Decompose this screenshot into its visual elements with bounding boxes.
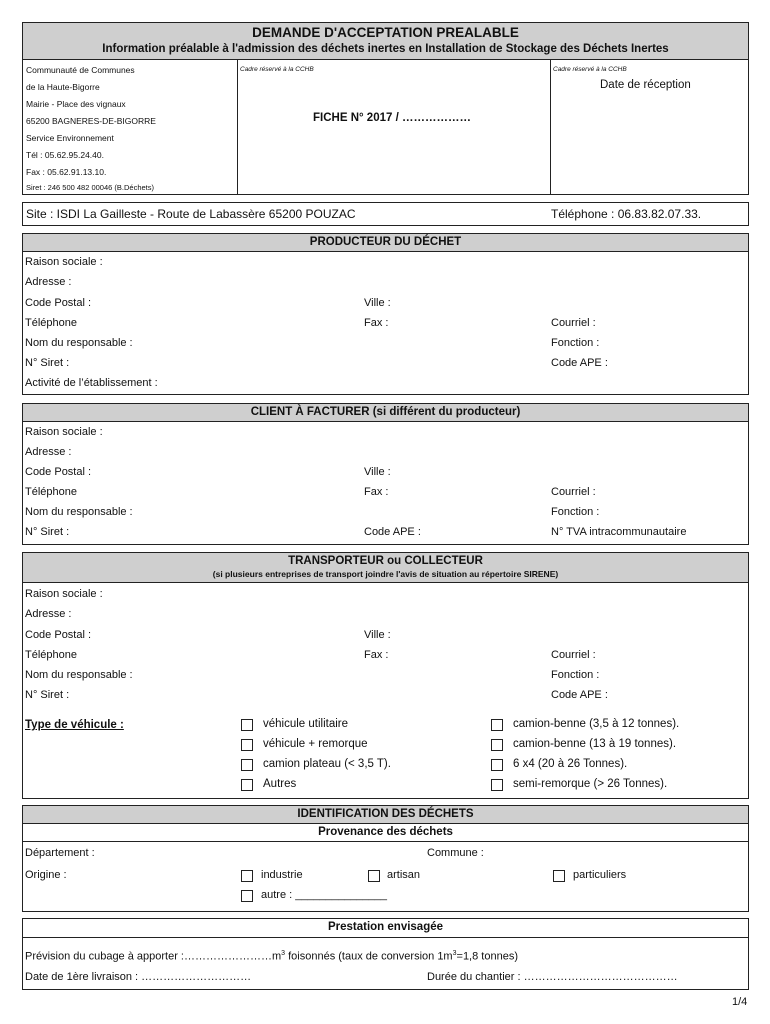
transporteur-header <box>23 553 748 583</box>
adresse-label: Adresse : <box>25 276 72 288</box>
identification-section <box>22 805 749 912</box>
reserved-label-1: Cadre réservé à la CCHB <box>240 66 314 73</box>
fax-label: Fax : <box>364 317 389 329</box>
origine-particuliers-checkbox[interactable] <box>553 870 565 882</box>
site-label: Site : ISDI La Gailleste - Route de Labassère 65200 POUZAC <box>26 207 356 221</box>
raison-sociale-label: Raison sociale : <box>25 588 103 600</box>
prevision-cubage <box>25 947 518 964</box>
transporteur-section <box>22 552 749 799</box>
duree-chantier-label: Durée du chantier : …………………………………… <box>427 971 678 983</box>
siret-label: N° Siret : <box>25 357 70 369</box>
code-postal-label: Code Postal : <box>25 297 92 309</box>
fonction-label: Fonction : <box>551 506 600 518</box>
fonction-label: Fonction : <box>551 669 600 681</box>
fonction-label: Fonction : <box>551 337 600 349</box>
origine-artisan-label: artisan <box>387 869 421 881</box>
ville-label: Ville : <box>364 297 391 309</box>
prestation-section <box>22 918 749 990</box>
vehicle-option-label: véhicule + remorque <box>263 738 368 750</box>
siret-label: N° Siret : <box>25 689 70 701</box>
vehicle-checkbox[interactable] <box>491 759 503 771</box>
ville-label: Ville : <box>364 466 391 478</box>
code-ape-label: Code APE : <box>551 689 608 701</box>
address-line: Service Environnement <box>26 133 114 143</box>
vehicle-checkbox[interactable] <box>241 779 253 791</box>
address-line: Communauté de Communes <box>26 65 135 75</box>
code-ape-label: Code APE : <box>551 357 608 369</box>
courriel-label: Courriel : <box>551 486 596 498</box>
vehicle-checkbox[interactable] <box>491 739 503 751</box>
reception-date-label: Date de réception <box>600 79 691 91</box>
raison-sociale-label: Raison sociale : <box>25 256 103 268</box>
adresse-label: Adresse : <box>25 446 72 458</box>
origine-autre-label: autre : _______________ <box>261 889 388 901</box>
address-line: de la Haute-Bigorre <box>26 82 100 92</box>
address-line: 65200 BAGNERES-DE-BIGORRE <box>26 116 156 126</box>
transporteur-title: TRANSPORTEUR ou COLLECTEUR <box>288 555 483 567</box>
departement-label: Département : <box>25 847 95 859</box>
site-phone: Téléphone : 06.83.82.07.33. <box>551 207 702 221</box>
vehicle-option-label: 6 x4 (20 à 26 Tonnes). <box>513 758 628 770</box>
address-line: Mairie - Place des vignaux <box>26 99 126 109</box>
transporteur-subtitle: (si plusieurs entreprises de transport joindre l'avis de situation au répertoire SIRENE) <box>212 569 559 579</box>
page-title: DEMANDE D'ACCEPTATION PREALABLE <box>252 25 519 40</box>
vehicle-checkbox[interactable] <box>491 779 503 791</box>
responsable-label: Nom du responsable : <box>25 669 133 681</box>
fiche-number: FICHE N° 2017 / ……………… <box>313 112 471 124</box>
fax-label: Fax : <box>364 486 389 498</box>
courriel-label: Courriel : <box>551 317 596 329</box>
origine-label: Origine : <box>25 869 67 881</box>
vehicle-option-label: véhicule utilitaire <box>263 718 349 730</box>
fax-label: Fax : <box>364 649 389 661</box>
vehicle-option-label: Autres <box>263 778 297 790</box>
origine-artisan-checkbox[interactable] <box>368 870 380 882</box>
page-subtitle: Information préalable à l'admission des déchets inertes en Installation de Stockage des Déchets Inertes <box>102 43 669 55</box>
commune-label: Commune : <box>427 847 484 859</box>
address-line: Tél : 05.62.95.24.40. <box>26 150 104 160</box>
vehicle-option-label: camion-benne (13 à 19 tonnes). <box>513 738 677 750</box>
superscript-3: 3 <box>452 950 457 957</box>
responsable-label: Nom du responsable : <box>25 506 133 518</box>
prevision-text-c: =1,8 tonnes) <box>456 950 518 963</box>
prevision-text-a: Prévision du cubage à apporter :……………………m <box>25 950 282 963</box>
site-box <box>22 202 749 226</box>
vehicle-option-label: camion-benne (3,5 à 12 tonnes). <box>513 718 680 730</box>
siret-label: N° Siret : <box>25 526 70 538</box>
vehicle-checkbox[interactable] <box>241 739 253 751</box>
origine-particuliers-label: particuliers <box>573 869 627 881</box>
page-number: 1/4 <box>732 996 748 1008</box>
vehicle-type-label: Type de véhicule : <box>25 719 124 731</box>
address-line: Siret : 246 500 482 00046 (B.Déchets) <box>26 183 154 192</box>
activite-label: Activité de l’établissement : <box>25 377 158 389</box>
raison-sociale-label: Raison sociale : <box>25 426 103 438</box>
provenance-title: Provenance des déchets <box>23 824 748 842</box>
responsable-label: Nom du responsable : <box>25 337 133 349</box>
vehicle-checkbox[interactable] <box>491 719 503 731</box>
vehicle-checkbox[interactable] <box>241 719 253 731</box>
telephone-label: Téléphone <box>25 317 77 329</box>
producteur-section <box>22 233 749 395</box>
header-divider-1 <box>237 60 238 195</box>
origine-industrie-checkbox[interactable] <box>241 870 253 882</box>
producteur-title: PRODUCTEUR DU DÉCHET <box>23 234 748 252</box>
ville-label: Ville : <box>364 629 391 641</box>
client-section <box>22 403 749 545</box>
superscript-3: 3 <box>281 950 286 957</box>
header-divider-2 <box>550 60 551 195</box>
vehicle-checkbox[interactable] <box>241 759 253 771</box>
code-postal-label: Code Postal : <box>25 466 92 478</box>
courriel-label: Courriel : <box>551 649 596 661</box>
adresse-label: Adresse : <box>25 608 72 620</box>
header-box <box>22 22 749 195</box>
origine-industrie-label: industrie <box>261 869 303 881</box>
telephone-label: Téléphone <box>25 649 77 661</box>
vehicle-option-label: semi-remorque (> 26 Tonnes). <box>513 778 668 790</box>
prestation-title: Prestation envisagée <box>23 919 748 938</box>
date-livraison-label: Date de 1ère livraison : ………………………… <box>25 971 252 983</box>
client-title: CLIENT À FACTURER (si différent du producteur) <box>23 404 748 422</box>
vehicle-option-label: camion plateau (< 3,5 T). <box>263 758 391 770</box>
identification-title: IDENTIFICATION DES DÉCHETS <box>23 806 748 824</box>
origine-autre-checkbox[interactable] <box>241 890 253 902</box>
prevision-text-b: foisonnés (taux de conversion 1m <box>285 950 453 963</box>
code-postal-label: Code Postal : <box>25 629 92 641</box>
tva-label: N° TVA intracommunautaire <box>551 526 687 538</box>
code-ape-label: Code APE : <box>364 526 421 538</box>
header-band <box>23 23 748 60</box>
telephone-label: Téléphone <box>25 486 77 498</box>
reserved-label-2: Cadre réservé à la CCHB <box>553 66 627 73</box>
address-line: Fax : 05.62.91.13.10. <box>26 167 107 177</box>
